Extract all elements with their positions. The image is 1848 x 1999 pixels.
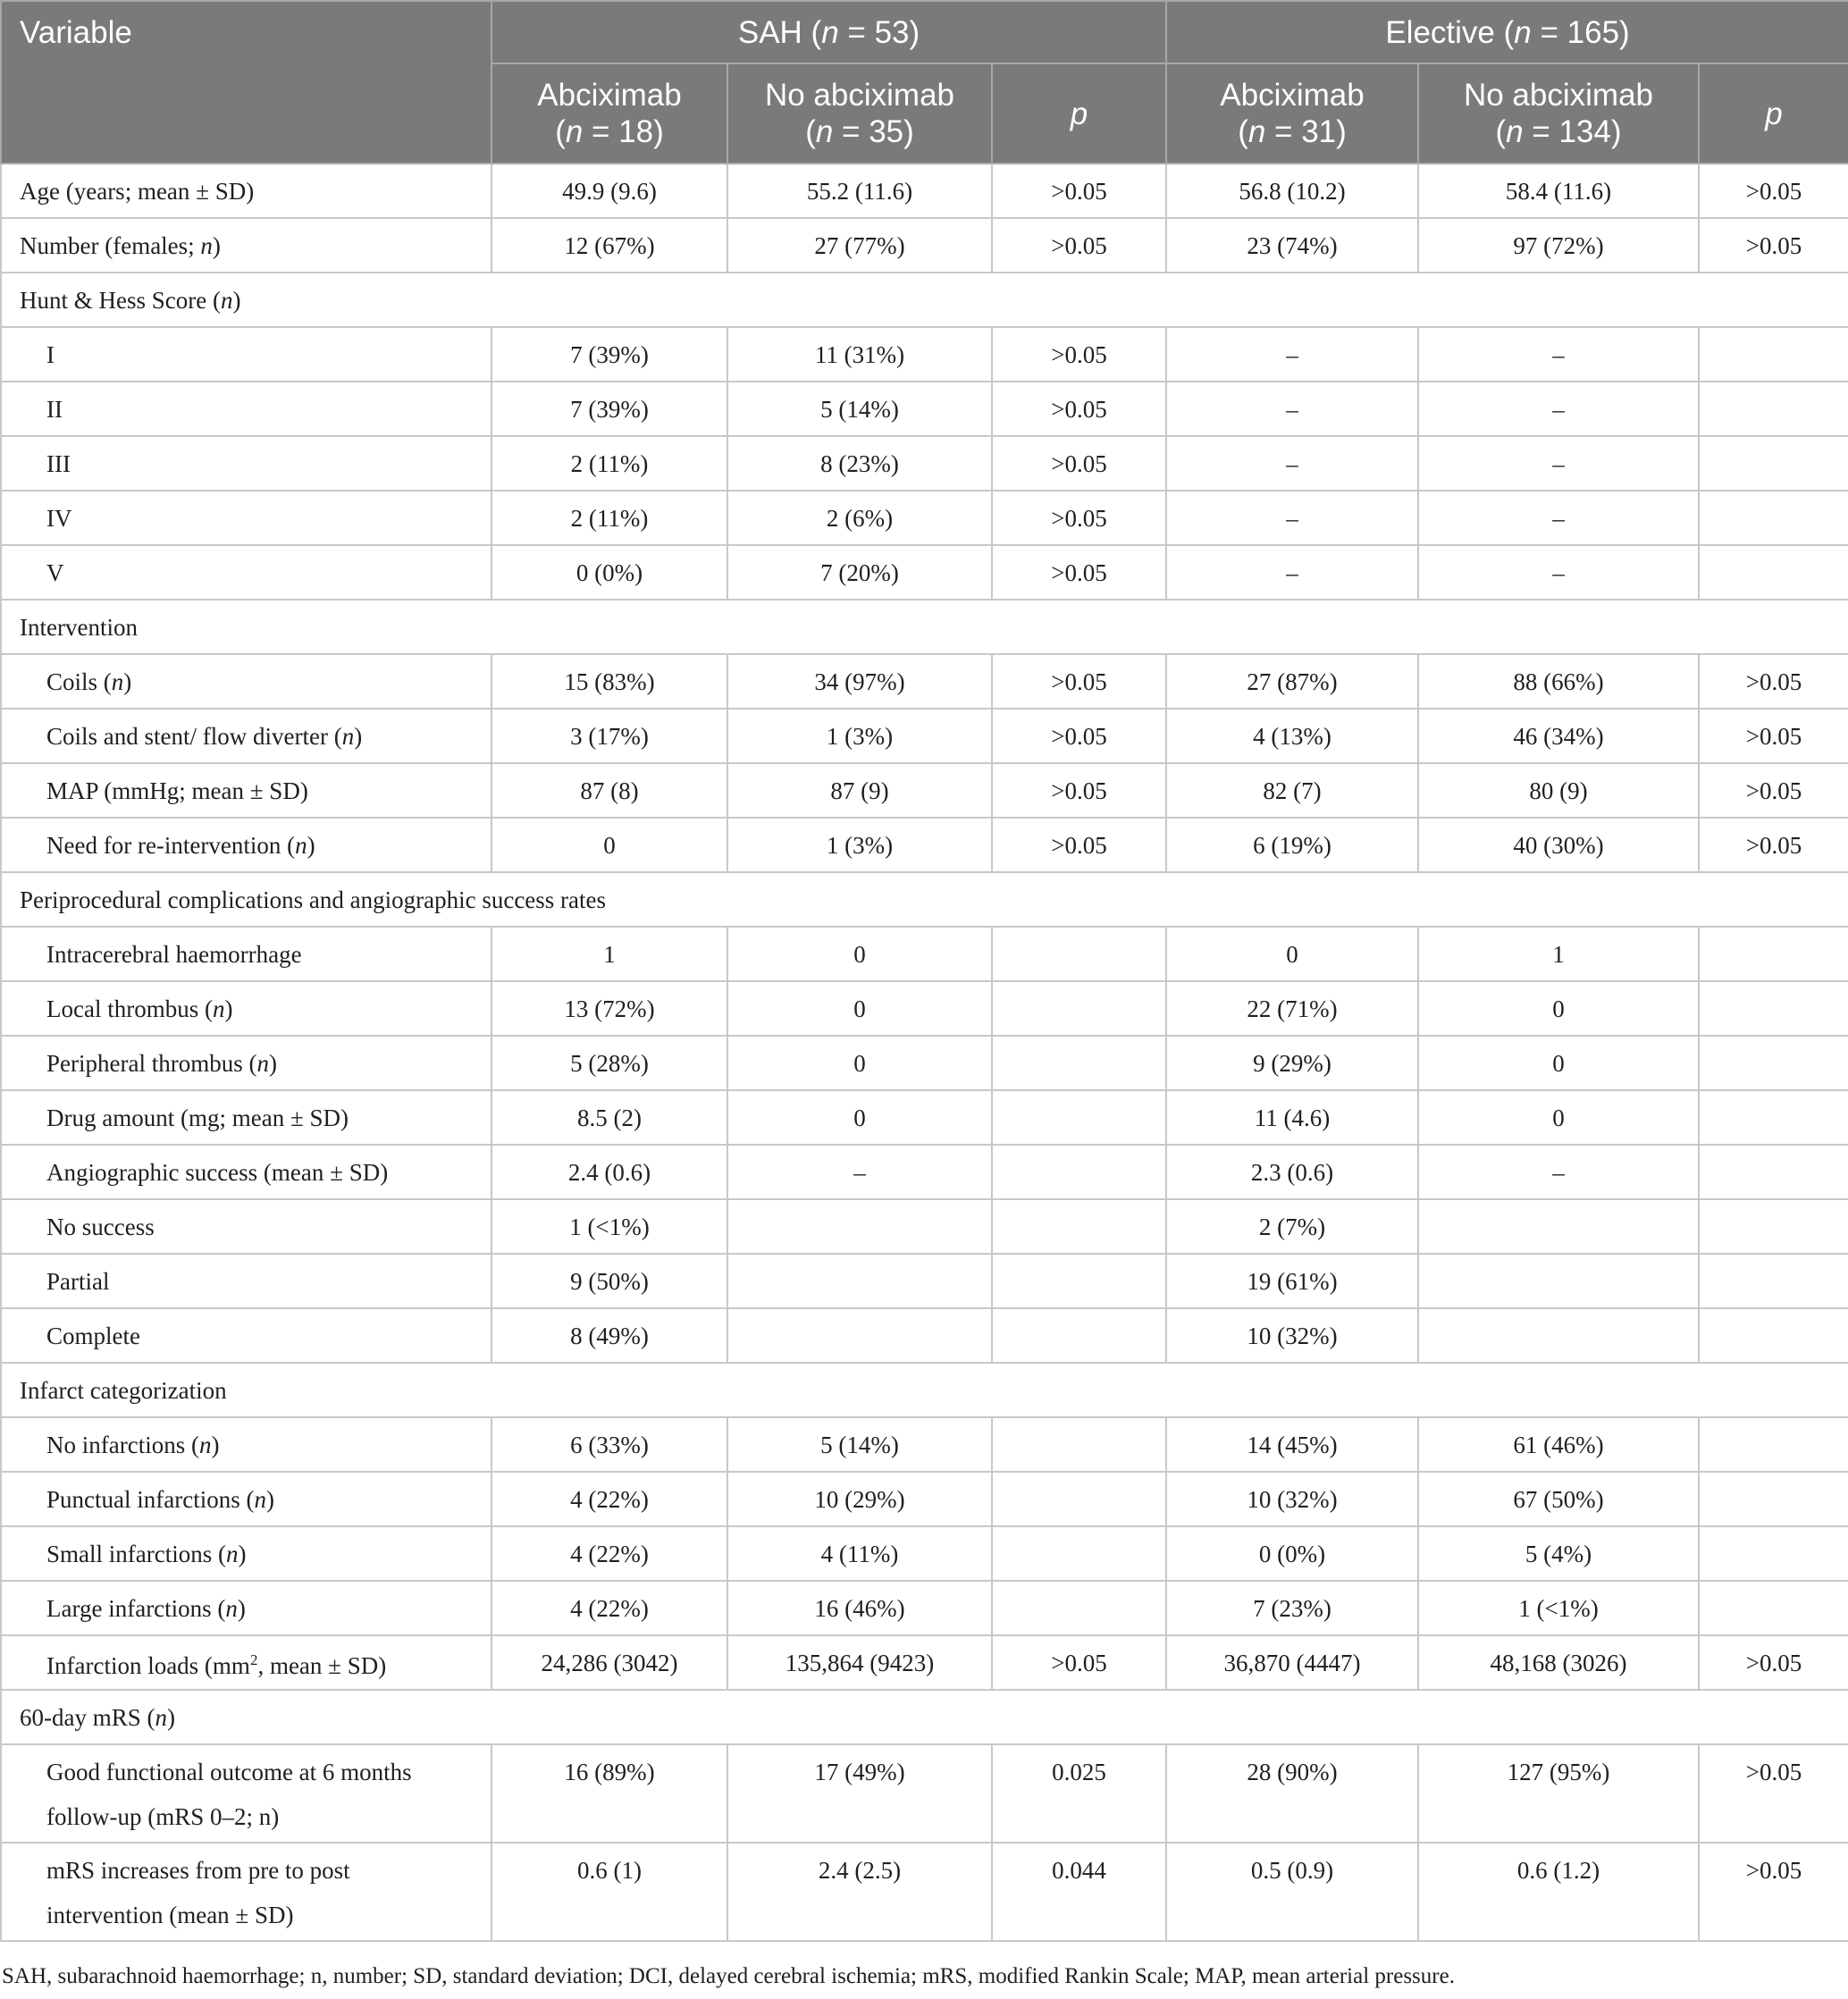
cell-elective-abciximab: 0.5 (0.9)	[1166, 1843, 1418, 1941]
label-italic: n	[254, 1485, 266, 1513]
cell-sah-no-abciximab: 1 (3%)	[727, 709, 992, 763]
label-italic: n	[220, 286, 233, 314]
label-text: Angiographic success (mean ± SD)	[46, 1158, 389, 1186]
cell-elective-abciximab: 0	[1166, 927, 1418, 981]
cell-elective-no-abciximab: 5 (4%)	[1418, 1526, 1699, 1581]
label-text-end: )	[167, 1703, 175, 1731]
label-text: 60-day mRS (	[20, 1703, 155, 1731]
cell-sah-p: >0.05	[992, 382, 1166, 436]
cell-elective-p: >0.05	[1699, 164, 1848, 218]
label-text: IV	[46, 504, 72, 532]
cell-elective-abciximab: 56.8 (10.2)	[1166, 164, 1418, 218]
label-text: Punctual infarctions (	[46, 1485, 255, 1513]
table-row	[1, 927, 1848, 981]
cell-elective-no-abciximab: 1	[1418, 927, 1699, 981]
table-row	[1, 327, 1848, 382]
cell-sah-p: >0.05	[992, 545, 1166, 600]
cell-sah-no-abciximab: 16 (46%)	[727, 1581, 992, 1635]
cell-sah-abciximab: 6 (33%)	[491, 1417, 727, 1472]
label-italic: n	[198, 1431, 212, 1458]
cell-elective-abciximab: 14 (45%)	[1166, 1417, 1418, 1472]
label-text-end: )	[354, 722, 363, 750]
row-label	[1, 1744, 491, 1843]
cell-elective-abciximab: 11 (4.6)	[1166, 1090, 1418, 1145]
cell-sah-abciximab: 1 (<1%)	[491, 1199, 727, 1254]
table-row	[1, 491, 1848, 545]
table-row	[1, 545, 1848, 600]
row-label	[1, 218, 491, 273]
cell-sah-p	[992, 1526, 1166, 1581]
cell-elective-abciximab: 22 (71%)	[1166, 981, 1418, 1036]
label-italic: n	[225, 1540, 239, 1567]
cell-elective-abciximab: 10 (32%)	[1166, 1472, 1418, 1526]
cell-elective-p: >0.05	[1699, 709, 1848, 763]
cell-elective-p: >0.05	[1699, 1635, 1848, 1690]
cell-sah-p: >0.05	[992, 164, 1166, 218]
cell-sah-p: >0.05	[992, 709, 1166, 763]
cell-elective-p	[1699, 1526, 1848, 1581]
cell-elective-abciximab: 36,870 (4447)	[1166, 1635, 1418, 1690]
cell-sah-p	[992, 1199, 1166, 1254]
cell-elective-no-abciximab: –	[1418, 545, 1699, 600]
cell-sah-abciximab: 8 (49%)	[491, 1308, 727, 1363]
cell-sah-p	[992, 1308, 1166, 1363]
cell-sah-no-abciximab: 2.4 (2.5)	[727, 1843, 992, 1941]
cell-sah-p	[992, 1090, 1166, 1145]
cell-sah-p	[992, 1472, 1166, 1526]
cell-sah-abciximab: 0	[491, 818, 727, 872]
label-text: Infarct categorization	[20, 1376, 227, 1404]
table-row	[1, 654, 1848, 709]
cell-elective-p	[1699, 545, 1848, 600]
table-row	[1, 709, 1848, 763]
cell-sah-abciximab: 15 (83%)	[491, 654, 727, 709]
cell-elective-no-abciximab: 0	[1418, 1036, 1699, 1090]
cell-sah-p: >0.05	[992, 491, 1166, 545]
table-row	[1, 981, 1848, 1036]
cell-sah-p: >0.05	[992, 654, 1166, 709]
label-text: Drug amount (mg; mean ± SD)	[46, 1104, 349, 1131]
cell-elective-no-abciximab: 0	[1418, 981, 1699, 1036]
table-row	[1, 164, 1848, 218]
row-label	[1, 382, 491, 436]
cell-sah-abciximab: 0 (0%)	[491, 545, 727, 600]
cell-elective-no-abciximab	[1418, 1308, 1699, 1363]
cell-sah-abciximab: 49.9 (9.6)	[491, 164, 727, 218]
table-row	[1, 218, 1848, 273]
cell-sah-abciximab: 7 (39%)	[491, 327, 727, 382]
cell-sah-abciximab: 5 (28%)	[491, 1036, 727, 1090]
label-text: Intervention	[20, 613, 138, 641]
table-row	[1, 1472, 1848, 1526]
row-label	[1, 1090, 491, 1145]
label-text-end: )	[237, 1594, 246, 1622]
cell-elective-no-abciximab: 127 (95%)	[1418, 1744, 1699, 1843]
cell-sah-p: 0.044	[992, 1843, 1166, 1941]
label-text-end: , mean ± SD)	[257, 1651, 387, 1679]
row-label	[1, 1581, 491, 1635]
cell-elective-p: >0.05	[1699, 818, 1848, 872]
cell-sah-p: >0.05	[992, 218, 1166, 273]
label-text: Small infarctions (	[46, 1540, 226, 1567]
table-row	[1, 1526, 1848, 1581]
row-label	[1, 1843, 491, 1941]
section-label	[1, 273, 1848, 327]
cell-elective-abciximab: 19 (61%)	[1166, 1254, 1418, 1308]
label-text: Hunt & Hess Score (	[20, 286, 221, 314]
cell-elective-p	[1699, 327, 1848, 382]
label-text-end: )	[224, 995, 233, 1022]
label-text: Coils (	[46, 668, 112, 695]
cell-sah-no-abciximab: 5 (14%)	[727, 382, 992, 436]
cell-sah-no-abciximab: 0	[727, 927, 992, 981]
label-text: No success	[46, 1213, 155, 1240]
cell-sah-no-abciximab: 27 (77%)	[727, 218, 992, 273]
cell-elective-abciximab: 2.3 (0.6)	[1166, 1145, 1418, 1199]
cell-elective-p	[1699, 927, 1848, 981]
label-text: MAP (mmHg; mean ± SD)	[46, 777, 308, 804]
label-text: Infarction loads (mm	[46, 1651, 250, 1679]
table-row	[1, 1843, 1848, 1941]
cell-elective-abciximab: 82 (7)	[1166, 763, 1418, 818]
header-variable: Variable	[1, 1, 491, 164]
cell-sah-no-abciximab: 2 (6%)	[727, 491, 992, 545]
cell-elective-abciximab: –	[1166, 545, 1418, 600]
table-row	[1, 1581, 1848, 1635]
cell-sah-abciximab: 13 (72%)	[491, 981, 727, 1036]
cell-sah-p: >0.05	[992, 763, 1166, 818]
label-text-end: )	[232, 286, 241, 314]
label-text: Intracerebral haemorrhage	[46, 940, 302, 968]
cell-sah-abciximab: 2 (11%)	[491, 436, 727, 491]
cell-sah-abciximab: 87 (8)	[491, 763, 727, 818]
cell-elective-p	[1699, 1308, 1848, 1363]
label-italic: n	[212, 995, 225, 1022]
label-text-end: )	[211, 1431, 220, 1458]
label-text-end: )	[268, 1049, 277, 1077]
cell-elective-p	[1699, 1036, 1848, 1090]
table-row	[1, 1744, 1848, 1843]
cell-sah-abciximab: 9 (50%)	[491, 1254, 727, 1308]
table-row	[1, 1199, 1848, 1254]
section-label	[1, 600, 1848, 654]
section-row	[1, 872, 1848, 927]
cell-elective-p: >0.05	[1699, 1843, 1848, 1941]
cell-sah-no-abciximab: 7 (20%)	[727, 545, 992, 600]
cell-elective-abciximab: 9 (29%)	[1166, 1036, 1418, 1090]
cell-sah-no-abciximab: 135,864 (9423)	[727, 1635, 992, 1690]
cell-sah-p: >0.05	[992, 436, 1166, 491]
cell-sah-abciximab: 1	[491, 927, 727, 981]
cell-sah-p	[992, 927, 1166, 981]
section-row	[1, 1690, 1848, 1744]
label-text: Partial	[46, 1267, 110, 1295]
section-label	[1, 1690, 1848, 1744]
label-text: III	[46, 449, 71, 477]
cell-elective-no-abciximab: –	[1418, 491, 1699, 545]
cell-sah-no-abciximab: 0	[727, 1036, 992, 1090]
cell-elective-no-abciximab	[1418, 1254, 1699, 1308]
label-line-2: intervention (mean ± SD)	[46, 1902, 294, 1928]
cell-elective-p	[1699, 382, 1848, 436]
cell-elective-no-abciximab: 88 (66%)	[1418, 654, 1699, 709]
header-sah-abciximab: Abciximab (n = 18)	[491, 63, 727, 164]
header-sah-no-abciximab: No abciximab (n = 35)	[727, 63, 992, 164]
header-sah-p: p	[992, 63, 1166, 164]
cell-sah-abciximab: 0.6 (1)	[491, 1843, 727, 1941]
label-italic: n	[200, 231, 213, 259]
cell-sah-no-abciximab	[727, 1199, 992, 1254]
cell-sah-p	[992, 1581, 1166, 1635]
cell-elective-abciximab: 0 (0%)	[1166, 1526, 1418, 1581]
section-label	[1, 1363, 1848, 1417]
label-text-end: )	[307, 831, 315, 859]
cell-sah-abciximab: 3 (17%)	[491, 709, 727, 763]
label-text: No infarctions (	[46, 1431, 199, 1458]
row-label	[1, 436, 491, 491]
cell-sah-no-abciximab	[727, 1308, 992, 1363]
cell-elective-no-abciximab: 48,168 (3026)	[1418, 1635, 1699, 1690]
row-label	[1, 654, 491, 709]
row-label	[1, 981, 491, 1036]
row-label	[1, 927, 491, 981]
cell-sah-abciximab: 7 (39%)	[491, 382, 727, 436]
cell-sah-abciximab: 2.4 (0.6)	[491, 1145, 727, 1199]
label-superscript: 2	[249, 1650, 258, 1668]
cell-elective-p	[1699, 1254, 1848, 1308]
cell-sah-no-abciximab: –	[727, 1145, 992, 1199]
cell-elective-no-abciximab: 97 (72%)	[1418, 218, 1699, 273]
cell-sah-abciximab: 2 (11%)	[491, 491, 727, 545]
row-label	[1, 1145, 491, 1199]
label-text: V	[46, 559, 64, 586]
cell-sah-abciximab: 8.5 (2)	[491, 1090, 727, 1145]
table-row	[1, 1254, 1848, 1308]
row-label	[1, 1036, 491, 1090]
row-label	[1, 1472, 491, 1526]
section-row	[1, 600, 1848, 654]
cell-elective-p	[1699, 981, 1848, 1036]
label-text-end: )	[265, 1485, 274, 1513]
row-label	[1, 1254, 491, 1308]
row-label	[1, 164, 491, 218]
cell-sah-abciximab: 4 (22%)	[491, 1526, 727, 1581]
cell-elective-p	[1699, 1417, 1848, 1472]
header-group-elective: Elective (n = 165)	[1166, 1, 1848, 63]
cell-sah-p	[992, 1145, 1166, 1199]
cell-sah-no-abciximab	[727, 1254, 992, 1308]
section-row	[1, 273, 1848, 327]
label-text: I	[46, 340, 55, 368]
table-body	[1, 164, 1848, 1941]
cell-sah-no-abciximab: 10 (29%)	[727, 1472, 992, 1526]
cell-elective-p: >0.05	[1699, 1744, 1848, 1843]
table-row	[1, 1635, 1848, 1690]
label-line-1: mRS increases from pre to post	[46, 1857, 350, 1884]
cell-sah-p: 0.025	[992, 1744, 1166, 1843]
cell-elective-no-abciximab: –	[1418, 327, 1699, 382]
row-label	[1, 818, 491, 872]
cell-sah-no-abciximab: 87 (9)	[727, 763, 992, 818]
section-row	[1, 1363, 1848, 1417]
table-row	[1, 1036, 1848, 1090]
table-row	[1, 382, 1848, 436]
cell-elective-no-abciximab: –	[1418, 1145, 1699, 1199]
label-text: Age (years; mean ± SD)	[20, 177, 255, 205]
cell-elective-p	[1699, 491, 1848, 545]
cell-sah-p	[992, 1036, 1166, 1090]
cell-elective-abciximab: 7 (23%)	[1166, 1581, 1418, 1635]
header-elective-abciximab: Abciximab (n = 31)	[1166, 63, 1418, 164]
label-text: II	[46, 395, 63, 423]
cell-sah-p: >0.05	[992, 818, 1166, 872]
table-row	[1, 763, 1848, 818]
header-elective-no-abciximab: No abciximab (n = 134)	[1418, 63, 1699, 164]
cell-sah-no-abciximab: 0	[727, 1090, 992, 1145]
cell-sah-abciximab: 16 (89%)	[491, 1744, 727, 1843]
row-label	[1, 1199, 491, 1254]
row-label	[1, 545, 491, 600]
label-italic: n	[295, 831, 307, 859]
label-italic: n	[341, 722, 355, 750]
label-text: Number (females;	[20, 231, 201, 259]
cell-elective-no-abciximab: 46 (34%)	[1418, 709, 1699, 763]
cell-elective-abciximab: –	[1166, 491, 1418, 545]
cell-sah-no-abciximab: 17 (49%)	[727, 1744, 992, 1843]
cell-elective-p	[1699, 1090, 1848, 1145]
cell-sah-no-abciximab: 1 (3%)	[727, 818, 992, 872]
cell-sah-no-abciximab: 11 (31%)	[727, 327, 992, 382]
header-elective-p: p	[1699, 63, 1848, 164]
label-text-end: )	[212, 231, 221, 259]
row-label	[1, 1635, 491, 1690]
label-text: Periprocedural complications and angiographic success rates	[20, 886, 607, 913]
cell-elective-no-abciximab: 0	[1418, 1090, 1699, 1145]
row-label	[1, 1526, 491, 1581]
cell-elective-no-abciximab	[1418, 1199, 1699, 1254]
row-label	[1, 1308, 491, 1363]
table-row	[1, 436, 1848, 491]
cell-elective-no-abciximab: –	[1418, 382, 1699, 436]
cell-elective-no-abciximab: 1 (<1%)	[1418, 1581, 1699, 1635]
cell-sah-abciximab: 4 (22%)	[491, 1472, 727, 1526]
cell-elective-p	[1699, 1199, 1848, 1254]
cell-elective-abciximab: 6 (19%)	[1166, 818, 1418, 872]
cell-sah-abciximab: 4 (22%)	[491, 1581, 727, 1635]
label-italic: n	[225, 1594, 238, 1622]
cell-sah-p	[992, 981, 1166, 1036]
cell-sah-p: >0.05	[992, 1635, 1166, 1690]
cell-elective-abciximab: 23 (74%)	[1166, 218, 1418, 273]
cell-sah-p: >0.05	[992, 327, 1166, 382]
cell-elective-no-abciximab: 61 (46%)	[1418, 1417, 1699, 1472]
table-row	[1, 1145, 1848, 1199]
header-group-sah: SAH (n = 53)	[491, 1, 1166, 63]
label-text: Need for re-intervention (	[46, 831, 296, 859]
label-text: Large infarctions (	[46, 1594, 226, 1622]
cell-elective-abciximab: 10 (32%)	[1166, 1308, 1418, 1363]
cell-elective-p	[1699, 1581, 1848, 1635]
label-text: Peripheral thrombus (	[46, 1049, 257, 1077]
cell-elective-abciximab: 2 (7%)	[1166, 1199, 1418, 1254]
cell-elective-p	[1699, 1472, 1848, 1526]
table-row	[1, 1090, 1848, 1145]
cell-sah-no-abciximab: 34 (97%)	[727, 654, 992, 709]
cell-sah-abciximab: 12 (67%)	[491, 218, 727, 273]
cell-elective-no-abciximab: 67 (50%)	[1418, 1472, 1699, 1526]
cell-elective-no-abciximab: 80 (9)	[1418, 763, 1699, 818]
row-label	[1, 763, 491, 818]
row-label	[1, 491, 491, 545]
label-text-end: )	[238, 1540, 247, 1567]
cell-elective-abciximab: –	[1166, 382, 1418, 436]
cell-sah-no-abciximab: 0	[727, 981, 992, 1036]
cell-sah-no-abciximab: 55.2 (11.6)	[727, 164, 992, 218]
row-label	[1, 709, 491, 763]
section-label	[1, 872, 1848, 927]
label-text: Coils and stent/ flow diverter (	[46, 722, 342, 750]
row-label	[1, 1417, 491, 1472]
label-text: Complete	[46, 1322, 140, 1349]
table-row	[1, 1417, 1848, 1472]
cell-elective-abciximab: –	[1166, 436, 1418, 491]
row-label	[1, 327, 491, 382]
cell-elective-p	[1699, 1145, 1848, 1199]
table-header	[1, 1, 1848, 164]
cell-elective-p: >0.05	[1699, 763, 1848, 818]
table-row	[1, 1308, 1848, 1363]
cell-elective-no-abciximab: 58.4 (11.6)	[1418, 164, 1699, 218]
label-italic: n	[111, 668, 124, 695]
cell-sah-abciximab: 24,286 (3042)	[491, 1635, 727, 1690]
label-line-1: Good functional outcome at 6 months	[46, 1759, 412, 1785]
cell-sah-no-abciximab: 8 (23%)	[727, 436, 992, 491]
cell-elective-no-abciximab: 40 (30%)	[1418, 818, 1699, 872]
table-footnote: SAH, subarachnoid haemorrhage; n, number; SD, standard deviation; DCI, delayed cerebral ischemia; mRS, modified Rankin Scale; MAP, mean arterial pressure.	[2, 1964, 1455, 1988]
cell-elective-no-abciximab: –	[1418, 436, 1699, 491]
label-italic: n	[256, 1049, 269, 1077]
cell-sah-no-abciximab: 4 (11%)	[727, 1526, 992, 1581]
cell-sah-p	[992, 1254, 1166, 1308]
cell-elective-abciximab: 4 (13%)	[1166, 709, 1418, 763]
cell-elective-p: >0.05	[1699, 654, 1848, 709]
table-row	[1, 818, 1848, 872]
label-italic: n	[155, 1703, 167, 1731]
cell-sah-p	[992, 1417, 1166, 1472]
cell-elective-p: >0.05	[1699, 218, 1848, 273]
cell-elective-abciximab: 27 (87%)	[1166, 654, 1418, 709]
cell-sah-no-abciximab: 5 (14%)	[727, 1417, 992, 1472]
label-line-2: follow-up (mRS 0–2; n)	[46, 1803, 280, 1830]
cell-elective-p	[1699, 436, 1848, 491]
label-text: Local thrombus (	[46, 995, 213, 1022]
cell-elective-no-abciximab: 0.6 (1.2)	[1418, 1843, 1699, 1941]
label-text-end: )	[123, 668, 132, 695]
cell-elective-abciximab: 28 (90%)	[1166, 1744, 1418, 1843]
cell-elective-abciximab: –	[1166, 327, 1418, 382]
